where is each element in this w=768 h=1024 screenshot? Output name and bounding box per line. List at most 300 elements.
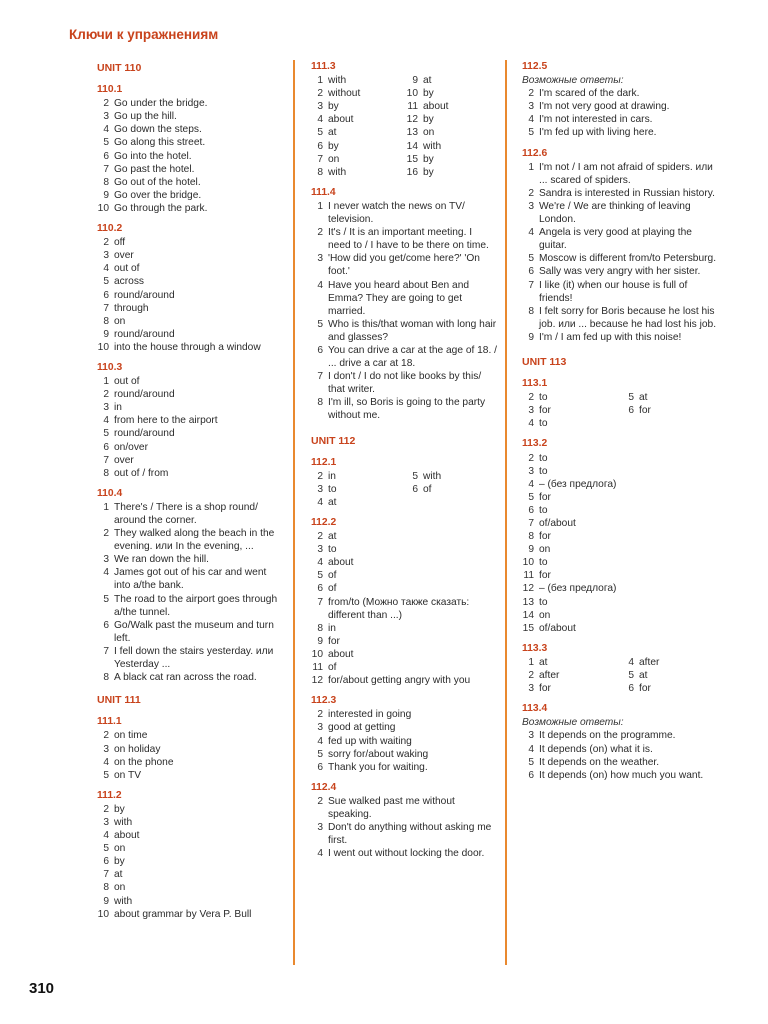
item-text: without (328, 88, 361, 100)
item-text: I like (it) when our house is full of friends! (539, 279, 688, 304)
item-number: 8 (317, 166, 323, 178)
answer-item (518, 769, 718, 782)
item-number: 5 (528, 756, 534, 768)
answer-item (93, 262, 283, 275)
item-text: from/to (Можно также сказать: different than ...) (328, 596, 470, 621)
item-number: 7 (103, 163, 109, 175)
item-text: to (539, 452, 548, 464)
answer-item (402, 87, 497, 100)
exercise-heading: 113.3 (522, 642, 548, 654)
item-number: 16 (406, 166, 418, 178)
item-number: 5 (628, 392, 634, 404)
item-number: 2 (528, 187, 534, 199)
item-text: about (328, 557, 354, 569)
item-number: 5 (628, 670, 634, 682)
item-text: round/around (114, 428, 175, 440)
answer-item (93, 467, 283, 480)
answer-item (307, 582, 497, 595)
item-text: round/around (114, 289, 175, 301)
item-text: Go under the bridge. (114, 98, 208, 110)
item-text: in (114, 402, 122, 414)
answer-item (307, 735, 497, 748)
answer-item (618, 656, 718, 669)
answer-item (307, 721, 497, 734)
answer-item (402, 140, 497, 153)
answer-item (93, 829, 283, 842)
item-number: 3 (528, 101, 534, 113)
item-text: with (423, 140, 442, 152)
answer-item (307, 674, 497, 687)
item-text: fed up with waiting (328, 735, 412, 747)
item-number: 4 (317, 114, 323, 126)
exercise-heading: 111.2 (97, 789, 122, 801)
item-number: 8 (103, 315, 109, 327)
item-number: 2 (528, 88, 534, 100)
item-number: 5 (103, 843, 109, 855)
answer-item (307, 153, 402, 166)
item-text: of/about (539, 518, 576, 529)
item-number: 14 (522, 609, 534, 621)
item-number: 9 (412, 75, 418, 87)
item-text: Thank you for waiting. (328, 761, 428, 773)
item-number: 7 (528, 518, 534, 529)
item-number: 6 (412, 483, 418, 495)
answer-item (93, 645, 283, 671)
answer-item (518, 743, 718, 756)
item-text: on (423, 127, 435, 139)
answer-item (93, 375, 283, 388)
item-text: Sally was very angry with her sister. (539, 266, 701, 278)
answer-item (307, 761, 497, 774)
item-text: by (423, 114, 434, 126)
answer-item (307, 318, 497, 344)
exercise-heading: 112.5 (522, 61, 548, 72)
item-number: 6 (317, 583, 323, 595)
answer-item (93, 176, 283, 189)
item-number: 5 (317, 570, 323, 582)
answer-item (93, 275, 283, 288)
answer-item (307, 396, 497, 422)
answer-item (518, 113, 718, 126)
item-text: with (423, 470, 442, 482)
answer-item (307, 635, 497, 648)
answer-item (518, 491, 718, 504)
item-text: with (328, 166, 347, 178)
answer-grid-right (402, 74, 497, 179)
section-112-3 (307, 694, 497, 774)
exercise-heading: 110.1 (97, 84, 123, 96)
answer-item (93, 842, 283, 855)
answer-item (307, 821, 497, 847)
item-number: 3 (103, 816, 109, 828)
item-number: 10 (522, 557, 534, 569)
item-text: I felt sorry for Boris because he lost his job. или ... because he had lost his job. (539, 305, 717, 330)
unit-heading: UNIT 110 (97, 62, 142, 74)
item-text: Go up the hill. (114, 111, 177, 123)
answer-item (518, 682, 618, 695)
answer-item (518, 582, 718, 595)
unit-heading: UNIT 112 (311, 434, 356, 447)
item-text: on time (114, 730, 148, 742)
page-number: 310 (29, 980, 55, 997)
section-111-4 (307, 186, 497, 423)
item-number: 6 (528, 769, 534, 781)
item-number: 9 (528, 331, 534, 343)
answer-item (93, 908, 283, 921)
item-number: 10 (311, 648, 323, 660)
item-text: about (114, 830, 140, 842)
item-number: 5 (103, 593, 109, 605)
item-text: by (423, 153, 434, 165)
item-text: 'How did you get/come here?' 'On foot.' (328, 253, 480, 278)
item-text: by (423, 88, 434, 100)
item-text: by (114, 856, 125, 868)
exercise-heading: 110.2 (97, 223, 123, 235)
answer-item (402, 483, 497, 496)
item-number: 4 (317, 848, 323, 860)
answer-item (307, 596, 497, 622)
item-text: of/about (539, 622, 576, 634)
item-number: 2 (528, 670, 534, 682)
answer-item (307, 748, 497, 761)
item-text: from here to the airport (114, 415, 218, 427)
answer-item (93, 769, 283, 782)
answer-item (518, 331, 718, 344)
answer-item (518, 252, 718, 265)
answer-item (93, 816, 283, 829)
item-text: out of (114, 376, 140, 388)
answer-item (93, 881, 283, 894)
answer-item (307, 483, 402, 496)
item-number: 2 (317, 709, 323, 721)
answer-item (307, 279, 497, 318)
answer-item (518, 126, 718, 139)
answer-item (307, 100, 402, 113)
item-number: 6 (103, 856, 109, 868)
item-text: on the phone (114, 756, 174, 768)
item-number: 10 (406, 88, 418, 100)
item-text: of (328, 570, 337, 582)
answer-item (518, 305, 718, 331)
item-text: to (539, 392, 548, 404)
answer-item (93, 388, 283, 401)
item-text: after (639, 656, 660, 668)
answer-item (518, 404, 618, 417)
exercise-heading: 112.1 (311, 456, 337, 468)
section-113-4 (518, 702, 718, 782)
item-number: 10 (97, 908, 109, 920)
answer-item (518, 265, 718, 278)
section-112-1 (307, 456, 497, 509)
answer-item (93, 855, 283, 868)
item-text: Who is this/that woman with long hair and glasses? (328, 318, 497, 343)
item-number: 3 (528, 683, 534, 695)
item-number: 9 (317, 635, 323, 647)
answer-item (307, 126, 402, 139)
item-number: 3 (528, 405, 534, 417)
item-text: I don't / I do not like books by this/ that writer. (328, 371, 482, 396)
section-113-3 (518, 642, 718, 695)
answer-item (93, 328, 283, 341)
answer-grid-left (518, 656, 618, 695)
answer-item (93, 110, 283, 123)
item-text: off (114, 237, 126, 249)
answer-item (402, 113, 497, 126)
answer-item (402, 126, 497, 139)
exercise-heading: 113.2 (522, 438, 548, 450)
item-number: 2 (528, 392, 534, 404)
item-number: 2 (317, 88, 323, 100)
item-number: 5 (103, 276, 109, 288)
item-text: about (423, 101, 449, 113)
item-text: sorry for/about waking (328, 748, 429, 760)
answer-item (518, 669, 618, 682)
item-text: Go out of the hotel. (114, 176, 201, 188)
item-number: 3 (317, 822, 323, 834)
answer-item (518, 200, 718, 226)
item-number: 8 (528, 531, 534, 543)
exercise-heading: 111.4 (311, 186, 336, 198)
answer-item (618, 669, 718, 682)
answer-item (518, 756, 718, 769)
item-number: 3 (528, 200, 534, 212)
answer-grid-left (307, 74, 402, 179)
answer-item (307, 622, 497, 635)
answer-item (518, 161, 718, 187)
item-text: to (539, 504, 548, 516)
answer-item (307, 795, 497, 821)
answer-item (93, 671, 283, 684)
item-text: at (639, 670, 648, 682)
answer-item (307, 370, 497, 396)
answer-item (518, 656, 618, 669)
item-text: Moscow is different from/to Petersburg. (539, 253, 717, 265)
item-text: on (539, 609, 551, 621)
answer-item (307, 470, 402, 483)
item-number: 5 (528, 127, 534, 139)
item-number: 3 (317, 483, 323, 495)
item-text: on TV (114, 769, 141, 781)
item-number: 6 (103, 150, 109, 162)
answer-item (518, 465, 718, 478)
exercise-heading: 112.2 (311, 517, 337, 528)
answer-item (93, 136, 283, 149)
item-number: 2 (103, 389, 109, 401)
answer-grid-right (402, 470, 497, 509)
item-text: I'm not very good at drawing. (539, 101, 670, 113)
item-number: 2 (317, 470, 323, 482)
exercise-heading: 113.1 (522, 378, 548, 390)
answer-item (518, 391, 618, 404)
item-number: 3 (317, 253, 323, 265)
answer-item (518, 596, 718, 609)
answer-item (518, 556, 718, 569)
item-text: to (539, 596, 548, 608)
item-text: Go through the park. (114, 202, 208, 214)
item-number: 9 (103, 328, 109, 340)
item-text: A black cat ran across the road. (114, 672, 257, 684)
item-text: in (328, 470, 336, 482)
item-text: at (328, 496, 337, 508)
item-text: into the house through a window (114, 341, 261, 353)
item-text: It depends (on) how much you want. (539, 769, 704, 781)
item-text: by (423, 166, 434, 178)
item-text: to (539, 418, 548, 430)
item-number: 1 (528, 161, 534, 173)
answer-item (518, 729, 718, 742)
item-number: 2 (103, 730, 109, 742)
item-text: with (114, 895, 133, 907)
item-number: 3 (103, 743, 109, 755)
item-number: 4 (528, 227, 534, 239)
answer-item (307, 226, 497, 252)
item-text: across (114, 276, 145, 288)
item-number: 6 (317, 344, 323, 356)
item-text: It depends (on) what it is. (539, 743, 653, 755)
item-text: through (114, 302, 149, 314)
item-text: Go/Walk past the museum and turn left. (114, 619, 274, 644)
item-number: 7 (528, 279, 534, 291)
item-text: by (114, 803, 125, 815)
answer-item (93, 401, 283, 414)
answer-item (93, 123, 283, 136)
item-text: of (423, 483, 432, 495)
item-number: 3 (528, 730, 534, 742)
item-text: The road to the airport goes through a/the tunnel. (114, 593, 278, 618)
item-text: – (без предлога) (539, 583, 617, 595)
item-number: 10 (97, 202, 109, 214)
answer-item (93, 249, 283, 262)
answer-item (518, 187, 718, 200)
section-113-1 (518, 377, 718, 430)
answer-grid-left (518, 391, 618, 430)
item-number: 5 (103, 769, 109, 781)
item-number: 14 (406, 140, 418, 152)
exercise-heading: 112.6 (522, 147, 548, 159)
item-number: 12 (522, 583, 534, 595)
item-text: on/over (114, 441, 148, 453)
item-number: 5 (412, 470, 418, 482)
item-text: by (328, 140, 339, 152)
item-text: to (328, 483, 337, 495)
item-text: You can drive a car at the age of 18. / ... drive a car at 18. (328, 344, 497, 370)
answer-item (518, 569, 718, 582)
item-number: 3 (317, 544, 323, 556)
item-text: about (328, 114, 354, 126)
answer-item (402, 166, 497, 179)
answer-item (307, 661, 497, 674)
item-text: by (328, 101, 339, 113)
item-number: 15 (522, 622, 534, 634)
answer-item (307, 252, 497, 278)
item-text: I'm scared of the dark. (539, 88, 640, 100)
item-text: for (539, 405, 551, 417)
item-text: Go past the hotel. (114, 163, 195, 175)
item-number: 11 (312, 662, 323, 674)
answer-grid-right (618, 391, 718, 430)
item-text: I fell down the stairs yesterday. или Yesterday ... (114, 645, 274, 671)
item-number: 7 (103, 645, 109, 657)
item-text: I'm / I am fed up with this noise! (539, 331, 682, 343)
item-number: 3 (317, 101, 323, 113)
item-text: out of (114, 263, 140, 275)
item-text: at (639, 392, 648, 404)
item-text: round/around (114, 328, 175, 340)
answer-item (618, 404, 718, 417)
item-number: 2 (528, 452, 534, 464)
answer-item (93, 501, 283, 527)
item-number: 2 (317, 227, 323, 239)
item-number: 8 (317, 622, 323, 634)
answer-grid (307, 470, 497, 509)
exercise-heading: 111.3 (311, 61, 336, 72)
item-text: I'm not interested in cars. (539, 114, 653, 126)
answer-item (307, 847, 497, 860)
item-number: 2 (103, 98, 109, 110)
item-number: 4 (103, 567, 109, 579)
answer-item (307, 530, 497, 543)
exercise-heading: 113.4 (522, 703, 548, 715)
answer-item (518, 517, 718, 530)
answer-grid-left (307, 470, 402, 509)
answer-item (307, 708, 497, 721)
item-text: of (328, 662, 337, 674)
item-text: I went out without locking the door. (328, 848, 485, 860)
item-text: I'm fed up with living here. (539, 127, 657, 139)
item-number: 12 (406, 114, 418, 126)
item-text: on (114, 882, 126, 894)
section-112-5 (518, 60, 718, 140)
item-number: 4 (528, 114, 534, 126)
item-number: 8 (317, 397, 323, 409)
item-number: 8 (528, 305, 534, 317)
item-text: good at getting (328, 722, 396, 734)
item-text: I'm ill, so Boris is going to the party without me. (328, 397, 486, 422)
answer-item (93, 454, 283, 467)
answer-item (307, 74, 402, 87)
answer-item (93, 743, 283, 756)
item-number: 9 (528, 544, 534, 556)
item-number: 4 (103, 830, 109, 842)
item-number: 13 (406, 127, 418, 139)
answer-item (518, 504, 718, 517)
item-number: 6 (528, 504, 534, 516)
item-number: 10 (97, 341, 109, 353)
item-number: 2 (103, 237, 109, 249)
answer-item (93, 593, 283, 619)
answer-grid (518, 656, 718, 695)
item-text: Have you heard about Ben and Emma? They are going to get married. (328, 279, 470, 317)
item-number: 7 (317, 153, 323, 165)
item-number: 4 (628, 656, 634, 668)
item-number: 4 (528, 418, 534, 430)
answer-item (93, 315, 283, 328)
answer-item (307, 113, 402, 126)
item-text: They walked along the beach in the evening. или In the evening, ... (114, 528, 275, 553)
item-number: 4 (528, 478, 534, 490)
item-text: to (328, 544, 337, 556)
answer-column-2 (307, 60, 497, 860)
answer-item (307, 344, 497, 370)
item-number: 8 (103, 176, 109, 188)
item-number: 3 (103, 554, 109, 566)
item-number: 2 (103, 803, 109, 815)
item-text: at (328, 531, 337, 543)
item-text: We're / We are thinking of leaving London. (539, 200, 691, 226)
sections-unit-110 (93, 83, 283, 684)
item-text: to (539, 465, 548, 477)
answer-column-1 (93, 60, 283, 921)
